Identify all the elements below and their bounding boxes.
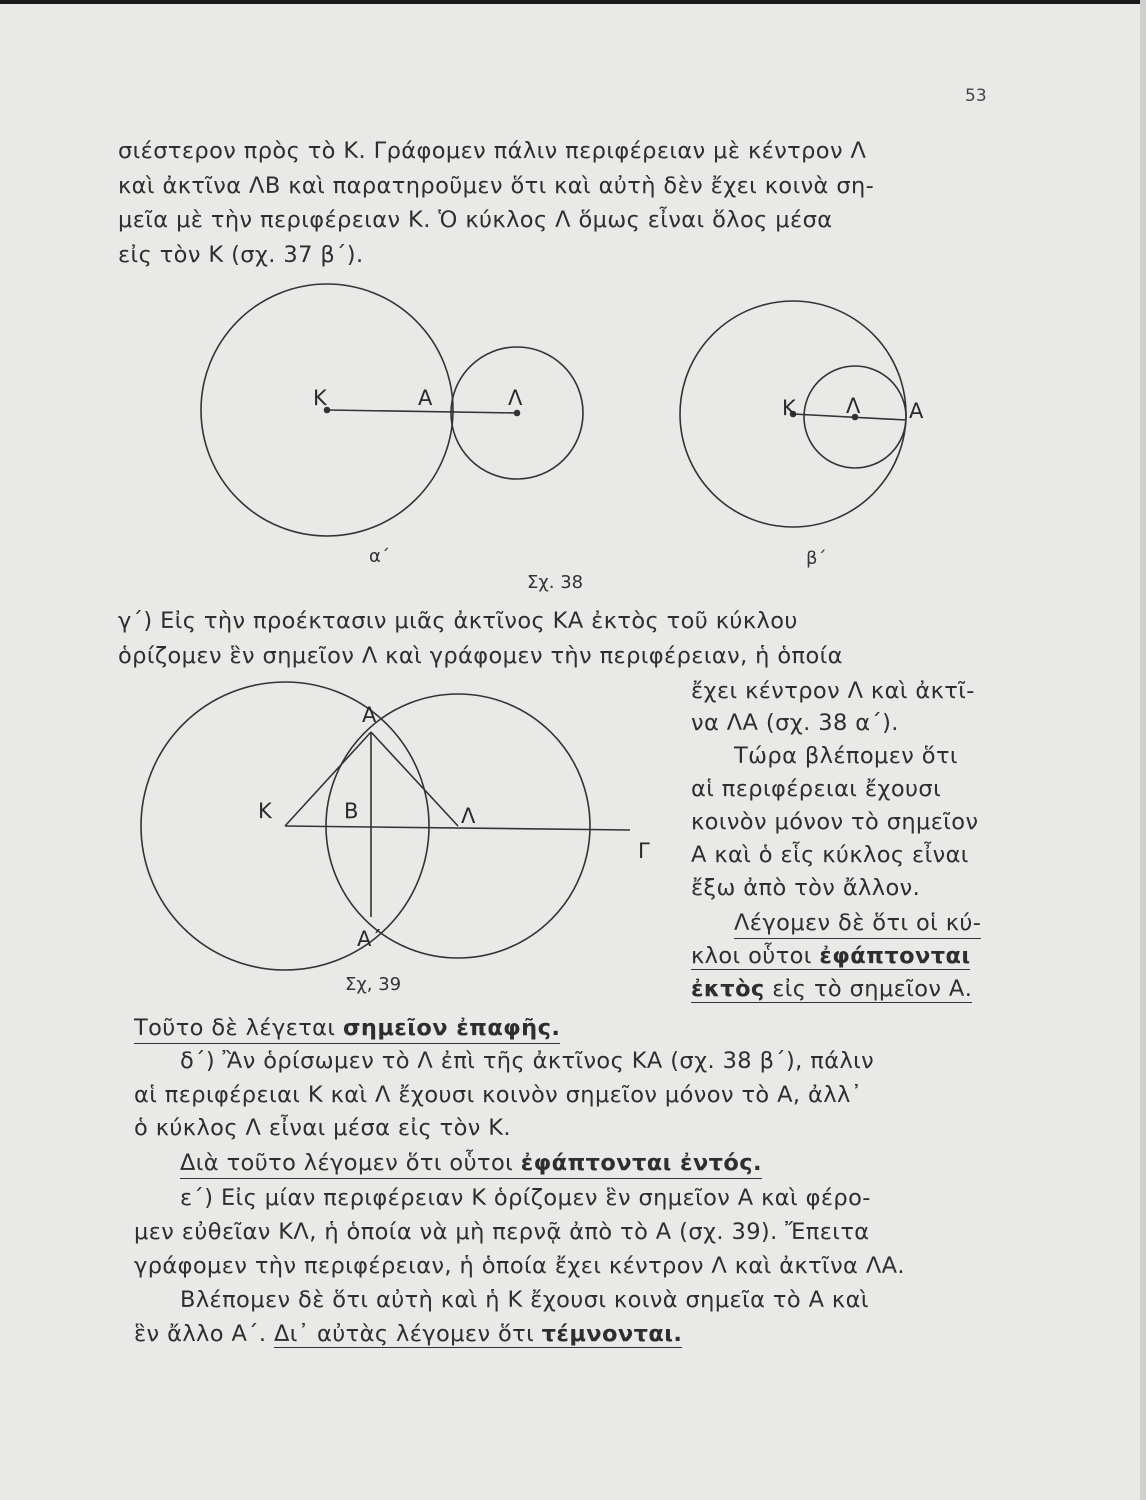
side-text-line: Τώρα βλέπομεν ὅτι [734, 743, 958, 769]
radius-line-38a [327, 410, 517, 413]
segment-L-A [371, 732, 458, 826]
fig38-caption: Σχ. 38 [527, 572, 584, 593]
label-L-38a: Λ [508, 386, 523, 410]
label-L-39: Λ [461, 804, 476, 828]
touto-line [134, 1013, 560, 1044]
last-bold: τέμνονται. [541, 1321, 683, 1347]
para1-line: εἰς τὸν Κ (σχ. 37 β΄). [118, 242, 364, 268]
para1-line: καὶ ἀκτῖνα ΛΒ καὶ παρατηροῦμεν ὅτι καὶ αὐτὴ δὲν ἔχει κοινὰ ση- [118, 173, 875, 199]
side-text-line: ἔξω ἀπὸ τὸν ἄλλον. [691, 875, 921, 901]
label-B-39: Β [344, 799, 359, 823]
para-epsilon-line: γράφομεν τὴν περιφέρειαν, ἡ ὁποία ἔχει κέντρον Λ καὶ ἀκτῖνα ΛΑ. [134, 1253, 905, 1279]
label-K-38a: Κ [313, 386, 327, 410]
label-K-39: Κ [258, 799, 272, 823]
side-text-line: κοινὸν μόνον τὸ σημεῖον [691, 809, 979, 835]
side-def-bold2: ἐκτὸς [691, 976, 765, 1002]
label-A-38a: Α [418, 386, 433, 410]
fig38-sub-a: α΄ [369, 546, 390, 567]
figure-38a [201, 284, 583, 536]
para-delta-line: δ΄) Ἂν ὁρίσωμεν τὸ Λ ἐπὶ τῆς ἀκτῖνος ΚΑ (σχ. 38 β΄), πάλιν [180, 1048, 875, 1074]
last-line [134, 1319, 682, 1349]
fig39-caption: Σχ, 39 [345, 974, 402, 995]
side-text-line: Α καὶ ὁ εἷς κύκλος εἶναι [691, 842, 969, 868]
side-def-line2 [691, 941, 970, 971]
touto-bold: σημεῖον ἐπαφῆς. [342, 1015, 561, 1041]
dia-line [180, 1148, 762, 1179]
side-text-line: αἱ περιφέρειαι ἔχουσι [691, 776, 942, 802]
side-def-bold: ἐφάπτονται [819, 943, 971, 969]
dia-bold: ἐφάπτονται ἐντός. [520, 1150, 762, 1176]
touto-pre: Τοῦτο δὲ λέγεται [134, 1015, 343, 1041]
figure-39 [141, 682, 630, 970]
side-def-post: εἰς τὸ σημεῖον Α. [764, 976, 973, 1002]
side-text-line: ἔχει κέντρον Λ καὶ ἀκτῖ- [691, 678, 975, 704]
para1-line: μεῖα μὲ τὴν περιφέρειαν Κ. Ὁ κύκλος Λ ὅμως εἶναι ὅλος μέσα [118, 207, 833, 233]
label-L-38b: Λ [846, 394, 861, 418]
label-A2-39: Α΄ [357, 927, 382, 951]
center-dot-L [515, 411, 520, 416]
para-gamma-line: γ΄) Εἰς τὴν προέκτασιν μιᾶς ἀκτῖνος ΚΑ ἐκτὸς τοῦ κύκλου [118, 608, 798, 634]
label-A-39: Α [362, 703, 377, 727]
para-epsilon-line: μεν εὐθεῖαν ΚΛ, ἡ ὁποία νὰ μὴ περνᾷ ἀπὸ τὸ Α (σχ. 39). Ἔπειτα [134, 1219, 870, 1245]
side-text-line: να ΛΑ (σχ. 38 α΄). [691, 710, 899, 736]
last-pre: ἓν ἄλλο Α΄. [134, 1321, 275, 1347]
para-gamma-line: ὁρίζομεν ἓν σημεῖον Λ καὶ γράφομεν τὴν περιφέρειαν, ἡ ὁποία [118, 643, 843, 669]
last-mid: Δι᾽ αὐτὰς λέγομεν ὅτι [274, 1321, 542, 1347]
label-G-39: Γ [638, 839, 650, 863]
dia-pre: Διὰ τοῦτο λέγομεν ὅτι οὗτοι [180, 1150, 521, 1176]
para-delta-line: ὁ κύκλος Λ εἶναι μέσα εἰς τὸν Κ. [134, 1115, 511, 1141]
label-K-38b: Κ [782, 396, 796, 420]
line-K-G [285, 826, 630, 830]
side-def-line3 [691, 974, 972, 1004]
para-delta-line: αἱ περιφέρειαι Κ καὶ Λ ἔχουσι κοινὸν σημεῖον μόνον τὸ Α, ἀλλ᾽ [134, 1082, 863, 1108]
para-epsilon-line: Βλέπομεν δὲ ὅτι αὐτὴ καὶ ἡ Κ ἔχουσι κοινὰ σημεῖα τὸ Α καὶ [180, 1287, 869, 1313]
side-def-line1: Λέγομεν δὲ ὅτι οἱ κύ- [734, 908, 981, 939]
para1-line: σιέστερον πρὸς τὸ Κ. Γράφομεν πάλιν περιφέρειαν μὲ κέντρον Λ [118, 138, 867, 164]
page-number: 53 [965, 86, 987, 106]
side-def-pre: κλοι οὗτοι [691, 943, 820, 969]
fig38-sub-b: β΄ [806, 548, 827, 569]
label-A-38b: Α [909, 399, 924, 423]
para-epsilon-line: ε΄) Εἰς μίαν περιφέρειαν Κ ὁρίζομεν ἓν σημεῖον Α καὶ φέρο- [180, 1185, 871, 1211]
